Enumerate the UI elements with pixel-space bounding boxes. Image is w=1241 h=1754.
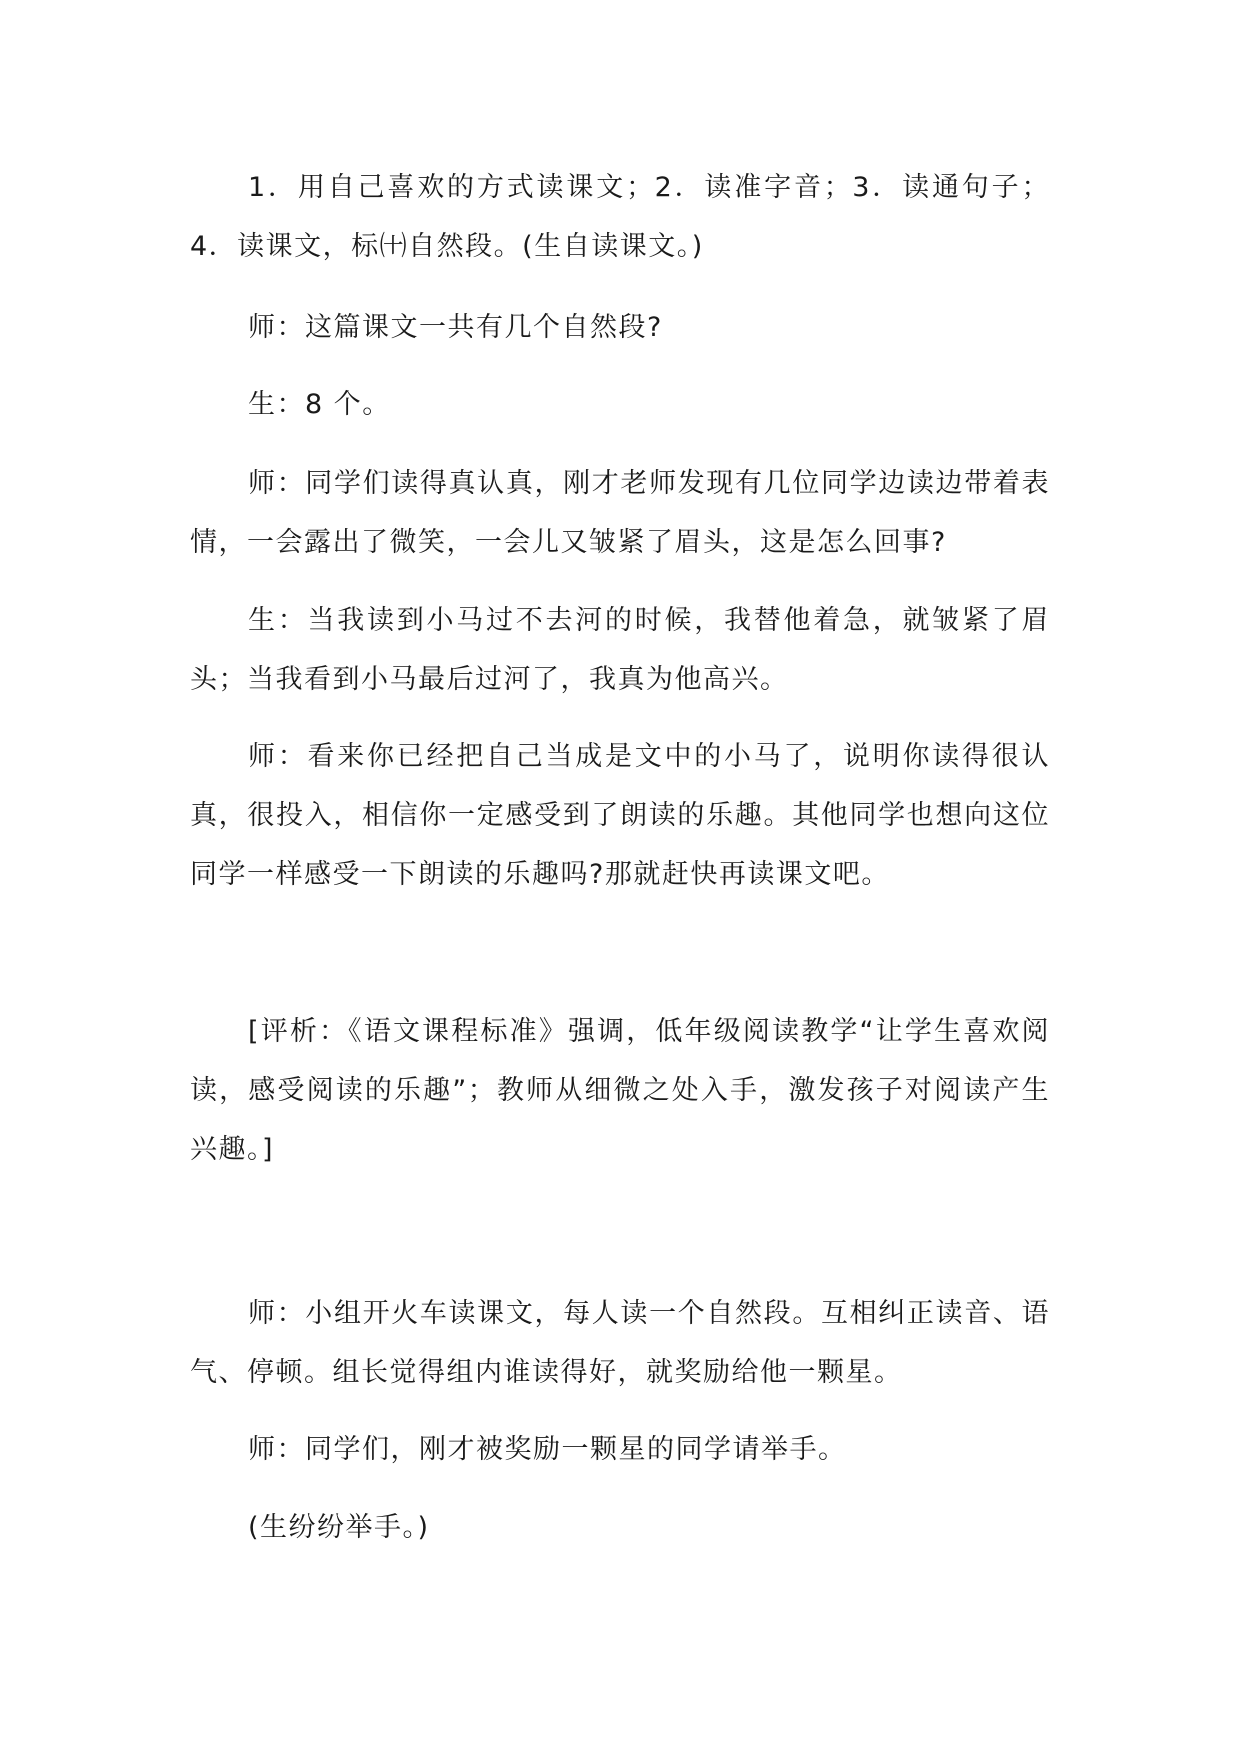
paragraph-students-raise-hands: (生纷纷举手。) — [248, 1512, 430, 1543]
paragraph-teacher-question: 师：这篇课文一共有几个自然段? — [248, 312, 663, 343]
paragraph-reading-tasks: 1．用自己喜欢的方式读课文；2．读准字音；3．读通句子；4．读课文，标㈩自然段。(生自读课文。) — [190, 172, 1050, 262]
paragraph-student-response: 生：当我读到小马过不去河的时候，我替他着急，就皱紧了眉头；当我看到小马最后过河了，我真为他高兴。 — [190, 605, 1050, 695]
paragraph-analysis-comment: [评析：《语文课程标准》强调，低年级阅读教学“让学生喜欢阅读，感受阅读的乐趣”；教师从细微之处入手，激发孩子对阅读产生兴趣。] — [190, 1016, 1050, 1165]
paragraph-student-answer: 生：8 个。 — [248, 389, 391, 420]
paragraph-group-reading: 师：小组开火车读课文，每人读一个自然段。互相纠正读音、语气、停顿。组长觉得组内谁读得好，就奖励给他一颗星。 — [190, 1298, 1050, 1388]
paragraph-teacher-praise: 师：看来你已经把自己当成是文中的小马了，说明你读得很认真，很投入，相信你一定感受到了朗读的乐趣。其他同学也想向这位同学一样感受一下朗读的乐趣吗?那就赶快再读课文吧。 — [190, 741, 1050, 890]
paragraph-teacher-ask-hands: 师：同学们，刚才被奖励一颗星的同学请举手。 — [248, 1434, 847, 1465]
paragraph-teacher-observation: 师：同学们读得真认真，刚才老师发现有几位同学边读边带着表情，一会露出了微笑，一会儿又皱紧了眉头，这是怎么回事? — [190, 468, 1050, 558]
